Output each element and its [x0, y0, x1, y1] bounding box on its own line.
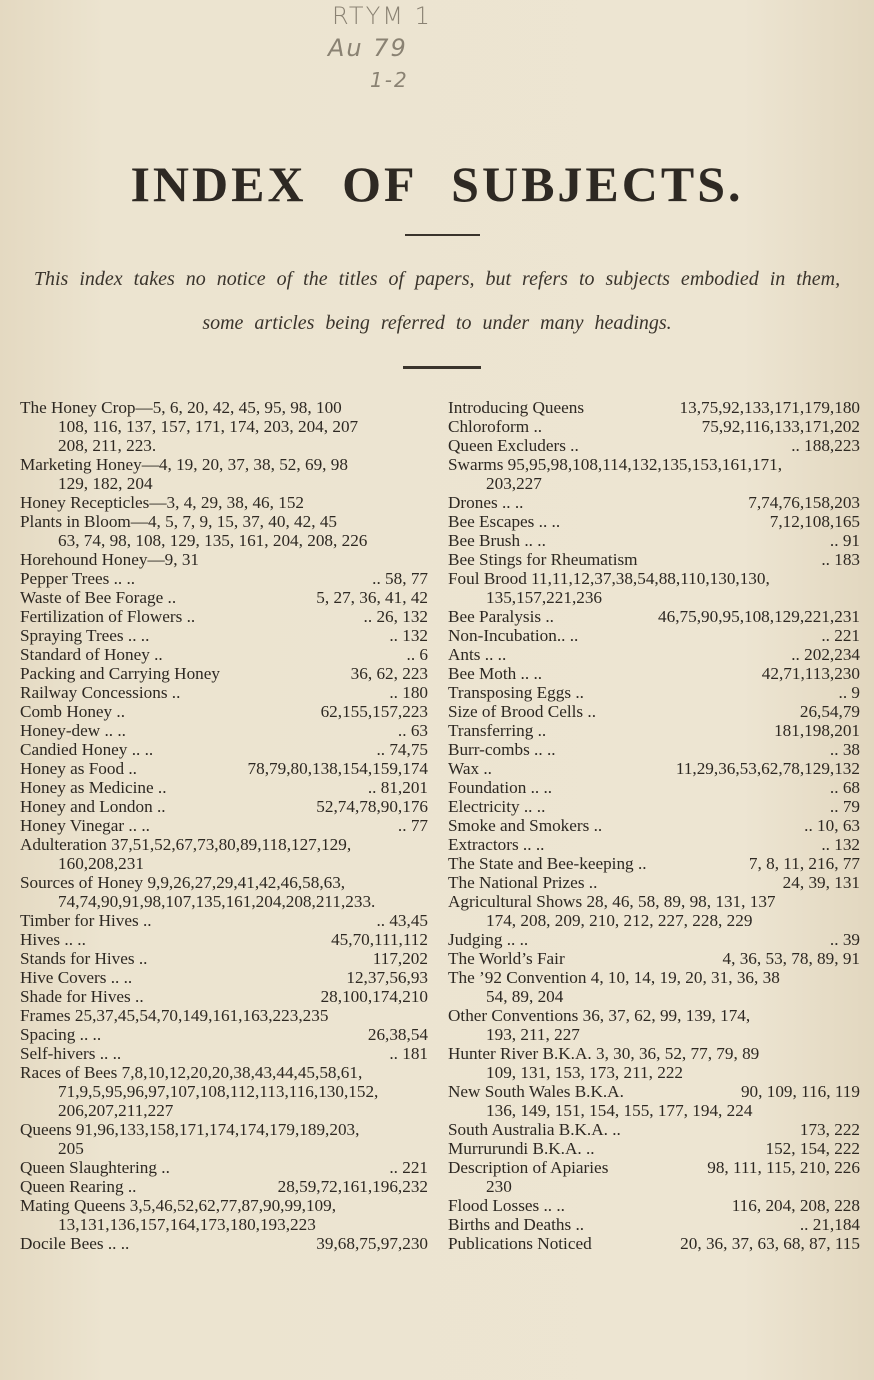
index-entry	[20, 512, 428, 550]
index-continuation: 208, 211, 223.	[58, 436, 157, 455]
index-subject: Fertilization of Flowers ..	[20, 607, 196, 626]
index-pages: 7,12,108,165	[769, 512, 860, 531]
index-subject: Frames 25,37,45,54,70,149,161,163,223,235	[20, 1006, 329, 1025]
index-entry	[20, 797, 428, 816]
index-pages: 78,79,80,138,154,159,174	[247, 759, 428, 778]
index-pages: 117,202	[372, 949, 428, 968]
index-pages: 7,74,76,158,203	[748, 493, 860, 512]
index-pages: .. 183	[821, 550, 860, 569]
subtitle-line-1: This index takes no notice of the titles of papers, but refers to subjects embodied in them,	[33, 268, 841, 290]
index-entry	[448, 816, 860, 835]
index-subject: Self-hivers .. ..	[20, 1044, 122, 1063]
index-continuation: 230	[486, 1177, 512, 1196]
index-subject: Foundation .. ..	[448, 778, 553, 797]
index-subject: Hunter River B.K.A. 3, 30, 36, 52, 77, 79, 89	[448, 1044, 760, 1063]
index-entry	[20, 1044, 428, 1063]
index-pages: 90, 109, 116, 119	[740, 1082, 860, 1101]
index-pages: .. 26, 132	[363, 607, 428, 626]
index-subject: Honey as Medicine ..	[20, 778, 167, 797]
index-entry	[448, 531, 860, 550]
index-pages: 11,29,36,53,62,78,129,132	[675, 759, 860, 778]
index-entry	[20, 1158, 428, 1177]
index-subject: Comb Honey ..	[20, 702, 126, 721]
index-subject: Marketing Honey—4, 19, 20, 37, 38, 52, 69, 98	[20, 455, 348, 474]
index-entry	[20, 1006, 428, 1025]
index-continuation: 136, 149, 151, 154, 155, 177, 194, 224	[486, 1101, 753, 1120]
index-pages: .. 81,201	[367, 778, 428, 797]
index-subject: The Honey Crop—5, 6, 20, 42, 45, 95, 98, 100	[20, 398, 342, 417]
index-entry	[448, 740, 860, 759]
index-pages: .. 221	[389, 1158, 428, 1177]
handwritten-shelfmark	[318, 0, 458, 96]
index-entry	[20, 569, 428, 588]
index-entry	[448, 664, 860, 683]
shelfmark-line: 1-2	[370, 68, 409, 92]
index-pages: .. 132	[389, 626, 428, 645]
shelfmark-line: Au 79	[328, 34, 408, 62]
index-pages: .. 43,45	[376, 911, 428, 930]
index-entry	[20, 949, 428, 968]
index-continuation: 74,74,90,91,98,107,135,161,204,208,211,233.	[58, 892, 376, 911]
index-subject: Births and Deaths ..	[448, 1215, 585, 1234]
index-continuation: 109, 131, 153, 173, 211, 222	[486, 1063, 684, 1082]
index-subject: Sources of Honey 9,9,26,27,29,41,42,46,58,63,	[20, 873, 346, 892]
index-continuation: 54, 89, 204	[486, 987, 564, 1006]
index-pages: 62,155,157,223	[320, 702, 428, 721]
index-continuation: 203,227	[486, 474, 542, 493]
index-continuation: 135,157,221,236	[486, 588, 603, 607]
index-subject: Queen Slaughtering ..	[20, 1158, 170, 1177]
index-entry	[448, 417, 860, 436]
index-subject: Ants .. ..	[448, 645, 507, 664]
index-entry	[20, 816, 428, 835]
index-subject: Honey and London ..	[20, 797, 166, 816]
index-subject: Docile Bees .. ..	[20, 1234, 130, 1253]
shelfmark-line: RTYM 1	[332, 2, 432, 30]
index-entry	[448, 1044, 860, 1082]
index-subject: Spacing .. ..	[20, 1025, 102, 1044]
index-pages: .. 6	[406, 645, 428, 664]
index-entry	[448, 1215, 860, 1234]
title-divider	[405, 234, 480, 236]
index-subject: The State and Bee-keeping ..	[448, 854, 647, 873]
index-subject: Bee Moth .. ..	[448, 664, 543, 683]
index-entry	[20, 645, 428, 664]
index-subject: Description of Apiaries	[448, 1158, 609, 1177]
index-continuation: 108, 116, 137, 157, 171, 174, 203, 204, 207	[58, 417, 359, 436]
index-pages: 20, 36, 37, 63, 68, 87, 115	[680, 1234, 860, 1253]
index-pages: 26,38,54	[367, 1025, 428, 1044]
subtitle-line-2: some articles being referred to under many headings.	[202, 312, 672, 334]
index-subject: Bee Paralysis ..	[448, 607, 554, 626]
index-pages: 13,75,92,133,171,179,180	[679, 398, 860, 417]
index-entry	[448, 398, 860, 417]
index-column-right	[448, 398, 860, 1253]
index-entry	[20, 588, 428, 607]
index-subject: Honey Recepticles—3, 4, 29, 38, 46, 152	[20, 493, 305, 512]
index-subject: Size of Brood Cells ..	[448, 702, 596, 721]
index-entry	[448, 854, 860, 873]
index-entry	[20, 740, 428, 759]
index-pages: 5, 27, 36, 41, 42	[316, 588, 428, 607]
index-entry	[20, 721, 428, 740]
index-entry	[448, 436, 860, 455]
index-subject: Judging .. ..	[448, 930, 529, 949]
index-entry	[448, 930, 860, 949]
index-entry	[20, 664, 428, 683]
index-pages: .. 68	[829, 778, 860, 797]
index-subject: Extractors .. ..	[448, 835, 545, 854]
index-continuation: 205	[58, 1139, 84, 1158]
index-entry	[448, 873, 860, 892]
index-entry	[448, 1006, 860, 1044]
index-pages: .. 188,223	[791, 436, 860, 455]
index-pages: .. 63	[397, 721, 428, 740]
index-pages: 52,74,78,90,176	[316, 797, 428, 816]
index-subject: Queens 91,96,133,158,171,174,174,179,189,203,	[20, 1120, 360, 1139]
index-subject: Stands for Hives ..	[20, 949, 148, 968]
index-subject: The World’s Fair	[448, 949, 565, 968]
index-pages: 42,71,113,230	[761, 664, 860, 683]
index-entry	[448, 1234, 860, 1253]
index-subject: Honey as Food ..	[20, 759, 137, 778]
index-entry	[448, 1158, 860, 1196]
index-entry	[448, 1082, 860, 1120]
index-continuation: 193, 211, 227	[486, 1025, 580, 1044]
subtitle-divider	[403, 366, 481, 369]
index-entry	[448, 493, 860, 512]
index-pages: 28,59,72,161,196,232	[277, 1177, 428, 1196]
index-entry	[448, 1120, 860, 1139]
index-entry	[20, 607, 428, 626]
index-subject: Publications Noticed	[448, 1234, 592, 1253]
index-pages: 39,68,75,97,230	[316, 1234, 428, 1253]
page-title: INDEX OF SUBJECTS.	[130, 156, 744, 212]
index-subject: Smoke and Smokers ..	[448, 816, 603, 835]
index-entry	[448, 968, 860, 1006]
index-subject: Bee Escapes .. ..	[448, 512, 561, 531]
index-subject: Other Conventions 36, 37, 62, 99, 139, 174,	[448, 1006, 751, 1025]
index-entry	[448, 569, 860, 607]
index-continuation: 174, 208, 209, 210, 212, 227, 228, 229	[486, 911, 753, 930]
index-pages: .. 180	[389, 683, 428, 702]
index-subject: Candied Honey .. ..	[20, 740, 154, 759]
index-entry	[448, 797, 860, 816]
index-pages: 28,100,174,210	[320, 987, 428, 1006]
index-entry	[20, 1025, 428, 1044]
index-pages: 26,54,79	[799, 702, 860, 721]
index-entry	[20, 911, 428, 930]
index-pages: 12,37,56,93	[346, 968, 428, 987]
index-subject: Murrurundi B.K.A. ..	[448, 1139, 595, 1158]
index-entry	[20, 1063, 428, 1120]
index-continuation: 71,9,5,95,96,97,107,108,112,113,116,130,152,	[58, 1082, 379, 1101]
index-subject: Hives .. ..	[20, 930, 86, 949]
index-entry	[20, 968, 428, 987]
index-entry	[20, 398, 428, 455]
index-pages: .. 221	[821, 626, 860, 645]
index-subject: Timber for Hives ..	[20, 911, 152, 930]
index-subject: Waste of Bee Forage ..	[20, 588, 177, 607]
index-subject: The National Prizes ..	[448, 873, 598, 892]
index-pages: 173, 222	[799, 1120, 860, 1139]
index-subject: Pepper Trees .. ..	[20, 569, 136, 588]
index-subject: Horehound Honey—9, 31	[20, 550, 200, 569]
index-subject: Non-Incubation.. ..	[448, 626, 579, 645]
index-entry	[20, 455, 428, 493]
index-subject: Agricultural Shows 28, 46, 58, 89, 98, 131, 137	[448, 892, 776, 911]
index-subject: Wax ..	[448, 759, 492, 778]
index-entry	[448, 721, 860, 740]
index-subject: Shade for Hives ..	[20, 987, 144, 1006]
index-pages: 7, 8, 11, 216, 77	[748, 854, 860, 873]
index-pages: .. 9	[838, 683, 860, 702]
index-pages: .. 38	[829, 740, 860, 759]
index-entry	[20, 626, 428, 645]
index-entry	[448, 550, 860, 569]
index-pages: .. 77	[397, 816, 428, 835]
index-entry	[448, 645, 860, 664]
index-subject: Queen Excluders ..	[448, 436, 579, 455]
index-entry	[448, 778, 860, 797]
index-entry	[20, 702, 428, 721]
index-subject: Introducing Queens	[448, 398, 585, 417]
index-entry	[448, 949, 860, 968]
index-continuation: 129, 182, 204	[58, 474, 153, 493]
index-pages: .. 79	[829, 797, 860, 816]
index-pages: .. 91	[829, 531, 860, 550]
index-entry	[448, 835, 860, 854]
index-subject: Standard of Honey ..	[20, 645, 163, 664]
index-subject: Honey-dew .. ..	[20, 721, 126, 740]
index-pages: 36, 62, 223	[350, 664, 428, 683]
index-entry	[448, 1196, 860, 1215]
index-entry	[20, 1196, 428, 1234]
index-pages: 98, 111, 115, 210, 226	[707, 1158, 860, 1177]
index-entry	[20, 683, 428, 702]
index-entry	[20, 1120, 428, 1158]
index-subject: Foul Brood 11,11,12,37,38,54,88,110,130,130,	[448, 569, 770, 588]
index-subject: Drones .. ..	[448, 493, 524, 512]
index-subject: Swarms 95,95,98,108,114,132,135,153,161,171,	[448, 455, 783, 474]
index-entry	[20, 1234, 428, 1253]
index-entry	[448, 512, 860, 531]
index-pages: 116, 204, 208, 228	[731, 1196, 860, 1215]
index-entry	[20, 759, 428, 778]
index-subject: The ’92 Convention 4, 10, 14, 19, 20, 31, 36, 38	[448, 968, 780, 987]
index-entry	[448, 759, 860, 778]
index-pages: .. 132	[821, 835, 860, 854]
index-entry	[448, 683, 860, 702]
index-entry	[448, 702, 860, 721]
index-pages: 75,92,116,133,171,202	[701, 417, 860, 436]
index-subject: New South Wales B.K.A.	[448, 1082, 624, 1101]
index-entry	[20, 873, 428, 911]
index-subject: Mating Queens 3,5,46,52,62,77,87,90,99,109,	[20, 1196, 337, 1215]
index-pages: 24, 39, 131	[782, 873, 860, 892]
index-subject: South Australia B.K.A. ..	[448, 1120, 621, 1139]
index-entry	[448, 626, 860, 645]
index-entry	[448, 455, 860, 493]
index-continuation: 63, 74, 98, 108, 129, 135, 161, 204, 208, 226	[58, 531, 368, 550]
index-subject: Races of Bees 7,8,10,12,20,20,38,43,44,45,58,61,	[20, 1063, 363, 1082]
index-entry	[20, 835, 428, 873]
index-subject: Bee Stings for Rheumatism	[448, 550, 638, 569]
index-pages: .. 21,184	[799, 1215, 860, 1234]
index-pages: .. 202,234	[791, 645, 860, 664]
index-entry	[448, 892, 860, 930]
index-continuation: 13,131,136,157,164,173,180,193,223	[58, 1215, 316, 1234]
index-subject: Bee Brush .. ..	[448, 531, 546, 550]
index-entry	[20, 778, 428, 797]
index-entry	[448, 607, 860, 626]
index-subject: Honey Vinegar .. ..	[20, 816, 150, 835]
index-subject: Transferring ..	[448, 721, 547, 740]
index-continuation: 160,208,231	[58, 854, 144, 873]
index-entry	[20, 1177, 428, 1196]
index-subject: Packing and Carrying Honey	[20, 664, 220, 683]
index-pages: 46,75,90,95,108,129,221,231	[658, 607, 860, 626]
index-pages: 152, 154, 222	[765, 1139, 860, 1158]
index-pages: .. 10, 63	[804, 816, 860, 835]
index-pages: .. 181	[389, 1044, 428, 1063]
index-pages: 45,70,111,112	[331, 930, 428, 949]
index-subject: Plants in Bloom—4, 5, 7, 9, 15, 37, 40, 42, 45	[20, 512, 338, 531]
index-subject: Electricity .. ..	[448, 797, 546, 816]
index-subject: Flood Losses .. ..	[448, 1196, 565, 1215]
index-entry	[20, 550, 428, 569]
index-continuation: 206,207,211,227	[58, 1101, 174, 1120]
index-pages: .. 39	[829, 930, 860, 949]
index-subject: Spraying Trees .. ..	[20, 626, 150, 645]
index-pages: .. 74,75	[376, 740, 428, 759]
index-subject: Burr-combs .. ..	[448, 740, 556, 759]
index-subject: Adulteration 37,51,52,67,73,80,89,118,127,129,	[20, 835, 352, 854]
index-subject: Chloroform ..	[448, 417, 543, 436]
index-subject: Queen Rearing ..	[20, 1177, 137, 1196]
index-entry	[20, 930, 428, 949]
index-subject: Transposing Eggs ..	[448, 683, 584, 702]
index-subject: Railway Concessions ..	[20, 683, 181, 702]
index-entry	[20, 493, 428, 512]
index-pages: .. 58, 77	[372, 569, 428, 588]
index-pages: 181,198,201	[774, 721, 860, 740]
index-entry	[20, 987, 428, 1006]
index-column-left	[20, 398, 428, 1253]
index-entry	[448, 1139, 860, 1158]
index-pages: 4, 36, 53, 78, 89, 91	[722, 949, 860, 968]
index-subject: Hive Covers .. ..	[20, 968, 133, 987]
